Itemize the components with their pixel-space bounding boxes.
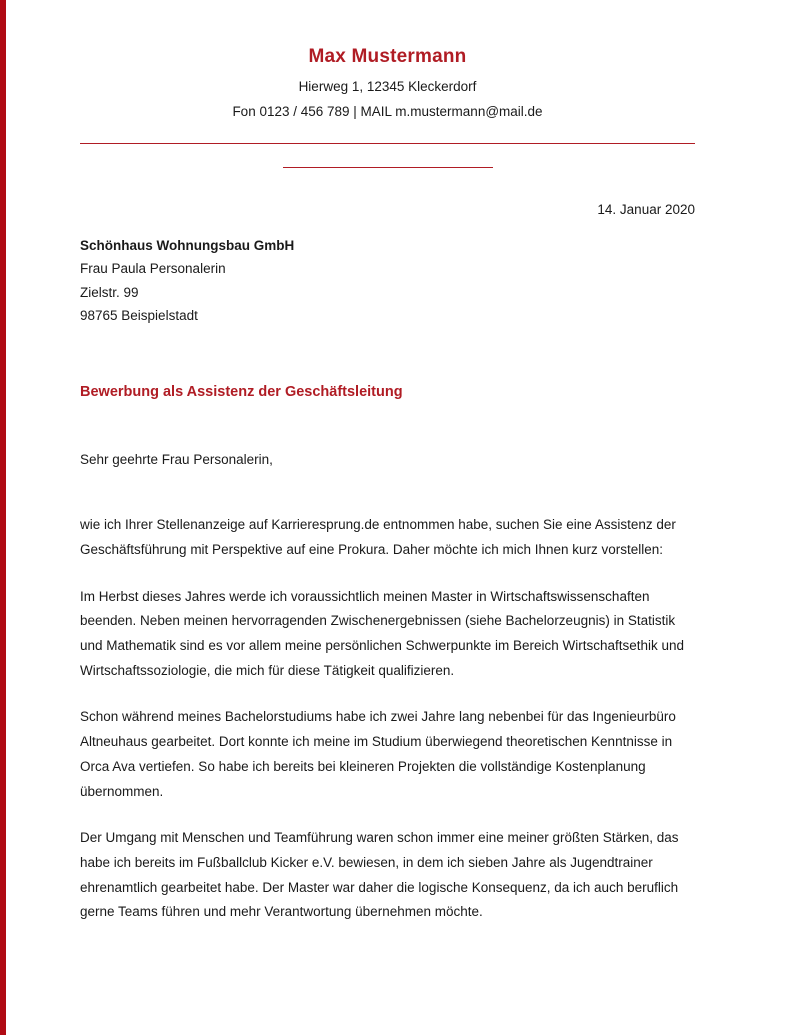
body-paragraph-3: Schon während meines Bachelorstudiums habe ich zwei Jahre lang nebenbei für das Ingenieurbüro Altneuhaus gearbeitet. Dort konnte ich meine im Studium überwiegend theoretischen Kenntnisse in Orca Ava vertiefen. So habe ich bereits bei kleineren Projekten die vollständige Kostenplanung übernommen. [80,709,676,799]
letter-content [80,0,695,925]
left-accent-stripe [0,0,6,1035]
letter-body [80,450,695,925]
letterhead-divider-wide [80,143,695,144]
recipient-address-block [80,234,695,327]
recipient-company: Schönhaus Wohnungsbau GmbH [80,238,295,254]
body-paragraph-4: Der Umgang mit Menschen und Teamführung waren schon immer eine meiner größten Stärken, das habe ich bereits im Fußballclub Kicker e.V. bewiesen, in dem ich sieben Jahre als Jugendtrainer ehrenamtlich gearbeitet habe. Der Master war daher die logische Konsequenz, da ich auch beruflich gerne Teams führen und mehr Verantwortung übernehmen möchte. [80,830,679,920]
recipient-person: Frau Paula Personalerin [80,261,226,277]
letterhead-divider-short [283,167,493,168]
sender-name: Max Mustermann [308,46,467,67]
sender-address: Hierweg 1, 12345 Kleckerdorf [298,78,477,94]
recipient-street: Zielstr. 99 [80,284,139,300]
letterhead-divider-short-wrap [80,167,695,168]
letterhead [80,0,695,121]
salutation: Sehr geehrte Frau Personalerin, [80,452,273,468]
body-paragraph-2: Im Herbst dieses Jahres werde ich voraussichtlich meinen Master in Wirtschaftswissenschaften beenden. Neben meinen hervorragenden Zwischenergebnissen (siehe Bachelorzeugnis) in Statistik und Mathematik sind es vor allem meine persönlichen Schwerpunkte im Bereich Wirtschaftsethik und Wirtschaftssoziologie, die mich für diese Tätigkeit qualifizieren. [80,588,685,678]
sender-contact: Fon 0123 / 456 789 | MAIL m.mustermann@mail.de [232,104,543,120]
subject-line: Bewerbung als Assistenz der Geschäftsleitung [80,384,403,400]
body-paragraph-1: wie ich Ihrer Stellenanzeige auf Karrieresprung.de entnommen habe, suchen Sie eine Assistenz der Geschäftsführung mit Perspektive auf eine Prokura. Daher möchte ich mich Ihnen kurz vorstellen: [80,517,676,557]
recipient-city: 98765 Beispielstadt [80,307,198,323]
letter-date: 14. Januar 2020 [597,202,695,218]
